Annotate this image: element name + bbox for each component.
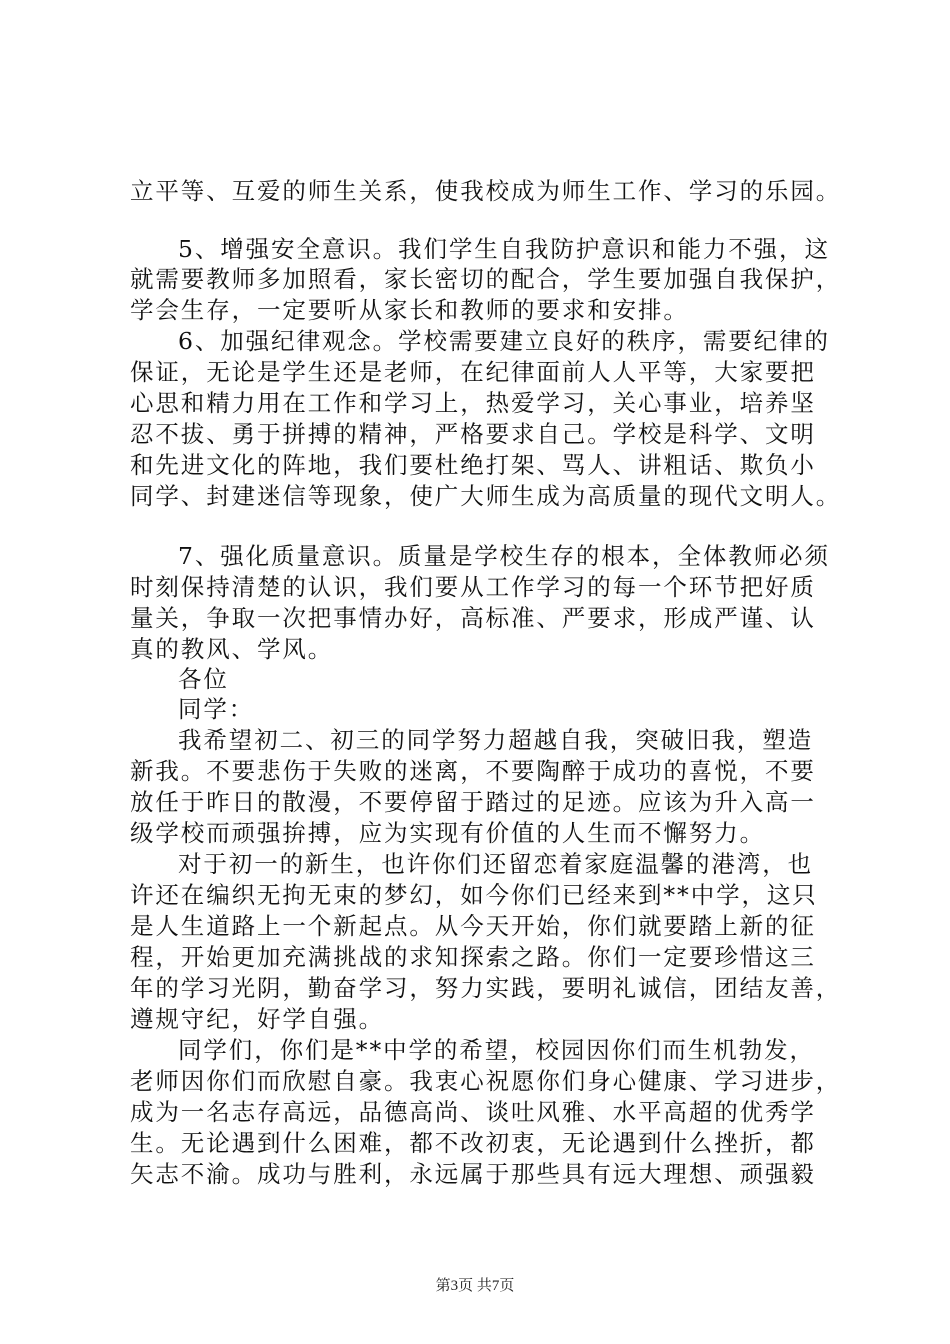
text-line: 忍不拔、勇于拼搏的精神，严格要求自己。学校是科学、文明 bbox=[130, 420, 816, 448]
text-line: 是人生道路上一个新起点。从今天开始，你们就要踏上新的征 bbox=[130, 912, 816, 940]
text-line: 各位 bbox=[178, 665, 229, 693]
text-line: 成为一名志存高远，品德高尚、谈吐风雅、水平高超的优秀学 bbox=[130, 1098, 816, 1126]
text-line: 年的学习光阴，勤奋学习，努力实践，要明礼诚信，团结友善， bbox=[130, 974, 842, 1002]
text-line: 量关，争取一次把事情办好，高标准、严要求，形成严谨、认 bbox=[130, 604, 816, 632]
text-line: 7、强化质量意识。质量是学校生存的根本，全体教师必须 bbox=[178, 542, 830, 570]
text-line: 生。无论遇到什么困难，都不改初衷，无论遇到什么挫折，都 bbox=[130, 1129, 816, 1157]
text-line: 放任于昨日的散漫，不要停留于踏过的足迹。应该为升入高一 bbox=[130, 788, 816, 816]
text-line: 5、增强安全意识。我们学生自我防护意识和能力不强，这 bbox=[178, 235, 830, 263]
text-line: 矢志不渝。成功与胜利，永远属于那些具有远大理想、顽强毅 bbox=[130, 1160, 816, 1188]
text-line: 保证，无论是学生还是老师，在纪律面前人人平等，大家要把 bbox=[130, 358, 816, 386]
text-line: 真的教风、学风。 bbox=[130, 635, 334, 663]
text-line: 遵规守纪，好学自强。 bbox=[130, 1005, 384, 1033]
text-line: 级学校而顽强拚搏，应为实现有价值的人生而不懈努力。 bbox=[130, 819, 765, 847]
text-line: 和先进文化的阵地，我们要杜绝打架、骂人、讲粗话、欺负小 bbox=[130, 451, 816, 479]
text-line: 我希望初二、初三的同学努力超越自我，突破旧我，塑造 bbox=[178, 726, 813, 754]
text-line: 就需要教师多加照看，家长密切的配合，学生要加强自我保护， bbox=[130, 265, 842, 293]
text-line: 学会生存，一定要听从家长和教师的要求和安排。 bbox=[130, 296, 689, 324]
text-line: 新我。不要悲伤于失败的迷离，不要陶醉于成功的喜悦，不要 bbox=[130, 757, 816, 785]
text-line: 6、加强纪律观念。学校需要建立良好的秩序，需要纪律的 bbox=[178, 327, 830, 355]
text-line: 心思和精力用在工作和学习上，热爱学习，关心事业，培养坚 bbox=[130, 389, 816, 417]
text-line: 时刻保持清楚的认识，我们要从工作学习的每一个环节把好质 bbox=[130, 573, 816, 601]
text-line: 许还在编织无拘无束的梦幻，如今你们已经来到**中学，这只 bbox=[130, 881, 818, 909]
text-line: 同学、封建迷信等现象，使广大师生成为高质量的现代文明人。 bbox=[130, 482, 842, 510]
text-line: 老师因你们而欣慰自豪。我衷心祝愿你们身心健康、学习进步， bbox=[130, 1067, 842, 1095]
text-line: 程，开始更加充满挑战的求知探索之路。你们一定要珍惜这三 bbox=[130, 943, 816, 971]
text-line: 立平等、互爱的师生关系，使我校成为师生工作、学习的乐园。 bbox=[130, 177, 842, 205]
text-line: 同学： bbox=[178, 695, 255, 723]
text-line: 对于初一的新生，也许你们还留恋着家庭温馨的港湾，也 bbox=[178, 850, 813, 878]
page-footer: 第3页 共7页 bbox=[435, 1278, 515, 1294]
text-line: 同学们，你们是**中学的希望，校园因你们而生机勃发， bbox=[178, 1036, 815, 1064]
